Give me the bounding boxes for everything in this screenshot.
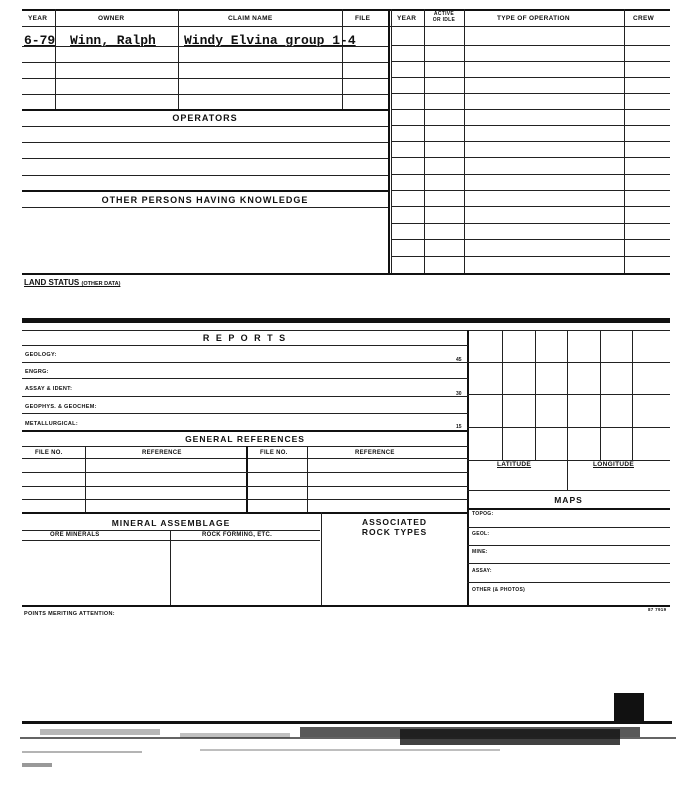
form-number: 87 7919 xyxy=(648,607,667,612)
engrg-field: ENGRG: xyxy=(25,369,49,375)
rock-types-label: ROCK TYPES xyxy=(361,527,428,537)
operators-heading: OPERATORS xyxy=(172,113,238,123)
ref-header-reference-1: REFERENCE xyxy=(142,450,182,456)
scale-number-30: 30 xyxy=(456,391,462,397)
longitude-label: LONGITUDE xyxy=(593,461,634,468)
scale-number-45: 45 xyxy=(456,357,462,363)
ore-minerals-header: ORE MINERALS xyxy=(50,532,100,538)
rock-forming-header: ROCK FORMING, ETC. xyxy=(202,532,273,538)
header-or-idle: OR IDLE xyxy=(432,17,456,23)
associated-rock-types-heading xyxy=(322,517,467,537)
scan-noise-band xyxy=(0,715,678,804)
header-crew: CREW xyxy=(633,15,655,22)
maps-heading: MAPS xyxy=(554,495,583,505)
header-active: ACTIVE xyxy=(433,11,455,17)
maps-mine: MINE: xyxy=(472,549,488,555)
header-year: YEAR xyxy=(28,15,48,22)
maps-geol: GEOL: xyxy=(472,531,490,537)
entry-claim-name: Windy Elvina group 1-4 xyxy=(184,33,356,48)
latitude-label: LATITUDE xyxy=(497,461,532,468)
header-file: FILE xyxy=(355,15,371,22)
reports-heading: R E P O R T S xyxy=(202,333,288,343)
maps-topog: TOPOG: xyxy=(472,511,494,517)
points-meriting-attention-label: POINTS MERITING ATTENTION: xyxy=(24,611,115,617)
assay-ident-field: ASSAY & IDENT: xyxy=(25,386,73,392)
ref-header-file-no-2: FILE NO. xyxy=(260,450,288,456)
entry-owner: Winn, Ralph xyxy=(70,33,156,48)
scale-number-15: 15 xyxy=(456,424,462,430)
land-status-label: LAND STATUS xyxy=(24,278,80,287)
associated-label: ASSOCIATED xyxy=(361,517,428,527)
maps-other-photos: OTHER (& PHOTOS) xyxy=(472,587,526,593)
header-type-of-operation: TYPE OF OPERATION xyxy=(497,15,570,22)
general-references-heading: GENERAL REFERENCES xyxy=(185,434,305,444)
ref-header-file-no-1: FILE NO. xyxy=(35,450,63,456)
ref-header-reference-2: REFERENCE xyxy=(355,450,395,456)
maps-assay: ASSAY: xyxy=(472,568,492,574)
metallurgical-field: METALLURGICAL: xyxy=(25,421,78,427)
entry-year: 6-79 xyxy=(24,33,56,48)
header-active-or-idle xyxy=(427,11,461,23)
other-persons-heading: OTHER PERSONS HAVING KNOWLEDGE xyxy=(101,195,309,205)
geophys-geochem-field: GEOPHYS. & GEOCHEM: xyxy=(25,404,97,410)
header-owner: OWNER xyxy=(98,15,125,22)
mineral-assemblage-heading: MINERAL ASSEMBLAGE xyxy=(111,518,231,528)
land-status-sub: (OTHER DATA) xyxy=(81,281,121,287)
header-claim-name: CLAIM NAME xyxy=(228,15,273,22)
geology-field: GEOLOGY: xyxy=(25,352,57,358)
header-year-2: YEAR xyxy=(397,15,417,22)
